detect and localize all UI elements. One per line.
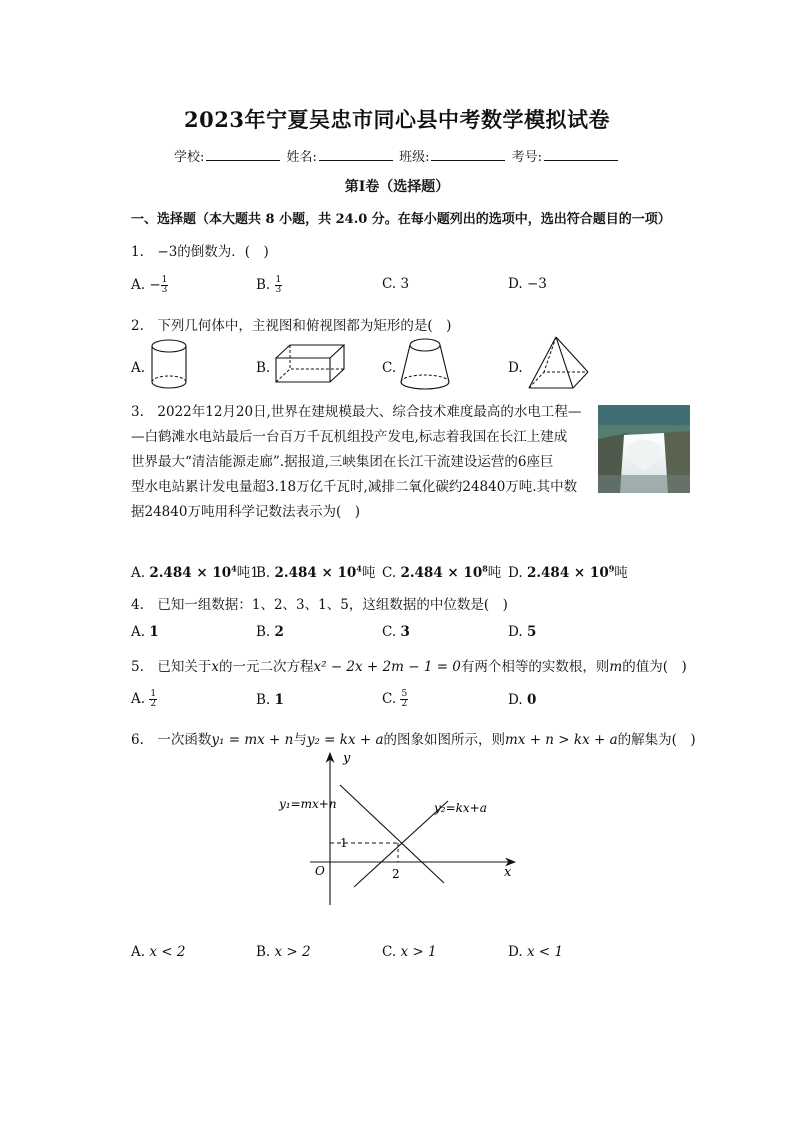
stem-equation: x² − 2x + 2m − 1 = 0: [313, 659, 461, 675]
option-unit: 吨: [487, 565, 502, 581]
option-text: x > 2: [274, 944, 311, 960]
function-graph: [270, 745, 530, 915]
question-2-stem: 2. 下列几何体中，主视图和俯视图都为矩形的是( ): [131, 318, 452, 334]
option-letter: C.: [382, 565, 397, 581]
fraction: [161, 276, 169, 295]
numerator: 1: [150, 689, 157, 699]
cuboid-icon: [272, 342, 348, 386]
option-letter: B.: [256, 692, 271, 708]
stem-variable: m: [609, 659, 623, 675]
question-1-stem: 1. −3的倒数为．( ): [131, 244, 269, 260]
q4-option-b: [256, 624, 284, 640]
option-letter: D.: [508, 944, 523, 960]
fraction: [149, 690, 157, 709]
dam-photo: [598, 405, 690, 493]
option-text: 0: [526, 692, 537, 708]
origin-label: O: [315, 864, 325, 878]
x-axis-label: x: [504, 865, 512, 880]
option-letter: A.: [131, 565, 146, 581]
option-letter: A.: [131, 277, 146, 293]
option-letter: C.: [382, 691, 397, 707]
q1-option-d: [508, 276, 547, 292]
q3-option-d: [508, 561, 628, 581]
option-letter: D.: [508, 276, 523, 292]
class-blank: [431, 148, 505, 161]
option-exponent: 8: [482, 563, 488, 574]
option-text: 1: [149, 624, 159, 640]
option-base: 2.484 × 10: [526, 565, 609, 581]
q2-option-c-letter: C.: [382, 360, 397, 376]
numerator: 1: [161, 275, 168, 285]
name-label: 姓名:: [286, 150, 317, 165]
student-info-line: [174, 146, 620, 165]
q1-option-a: [131, 276, 168, 295]
option-letter: C.: [382, 944, 397, 960]
stem-text: 有两个相等的实数根，则: [460, 659, 610, 675]
q6-option-d: [508, 944, 563, 960]
name-blank: [319, 148, 393, 161]
y-tick-1: 1: [340, 836, 348, 850]
option-letter: A.: [131, 624, 146, 640]
option-text: 5: [526, 624, 537, 640]
q2-option-a-letter: A.: [131, 360, 146, 376]
q5-option-d: [508, 692, 536, 708]
q1-option-c: [382, 276, 409, 292]
section-title: 第Ⅰ卷（选择题）: [344, 179, 450, 195]
option-letter: B.: [256, 944, 271, 960]
stem-variable: x: [211, 659, 220, 675]
y-axis-label: y: [343, 751, 351, 766]
option-text: −3: [526, 276, 547, 292]
line-y1-label: y₁=mx+n: [279, 797, 337, 811]
stem-line: 世界最大“清洁能源走廊”.据报道,三峡集团在长江干流建设运营的6座巨: [131, 454, 554, 470]
school-label: 学校:: [174, 150, 205, 165]
option-base: 2.484 × 10: [274, 565, 357, 581]
part-heading: 一、选择题（本大题共 8 小题，共 24.0 分。在每小题列出的选项中，选出符合题目的一项）: [131, 212, 671, 227]
option-letter: B.: [256, 624, 271, 640]
q3-option-a: [131, 561, 259, 581]
option-text: 1: [274, 692, 284, 708]
q5-option-c: [382, 690, 408, 709]
option-text: x < 2: [149, 944, 186, 960]
option-letter: C.: [382, 276, 397, 292]
question-5-stem: [131, 655, 687, 675]
exam-no-label: 考号:: [511, 150, 542, 165]
numerator: 5: [401, 689, 408, 699]
q4-option-d: [508, 624, 536, 640]
option-text: 3: [400, 624, 410, 640]
q6-option-a: [131, 944, 185, 960]
q4-option-c: [382, 624, 410, 640]
fraction: [275, 276, 283, 295]
q1-option-b: [256, 276, 282, 295]
q2-option-b-letter: B.: [256, 360, 271, 376]
option-letter: D.: [508, 565, 523, 581]
q3-option-c: [382, 561, 501, 581]
option-letter: D.: [508, 624, 523, 640]
frustum-icon: [398, 336, 452, 392]
q5-option-a: [131, 690, 157, 709]
q4-option-a: [131, 624, 159, 640]
stem-equation: y₂ = kx + a: [306, 732, 384, 748]
denominator: 2: [401, 699, 408, 709]
option-base: 2.484 × 10: [149, 565, 232, 581]
stem-text: 6. 一次函数: [131, 732, 212, 748]
class-label: 班级:: [399, 150, 430, 165]
stem-text: 的一元二次方程: [219, 659, 314, 675]
option-unit: 吨1: [236, 565, 259, 581]
numerator: 1: [275, 275, 282, 285]
option-exponent: 9: [608, 563, 615, 574]
stem-equation: y₁ = mx + n: [211, 732, 294, 748]
pyramid-icon: [526, 334, 590, 392]
stem-line: 3. 2022年12月20日,世界在建规模最大、综合技术难度最高的水电工程—: [131, 404, 582, 420]
option-text: x < 1: [526, 944, 564, 960]
option-letter: C.: [382, 624, 397, 640]
q6-option-b: [256, 944, 311, 960]
option-letter: A.: [131, 691, 146, 707]
stem-line: —白鹤滩水电站最后一台百万千瓦机组投产发电,标志着我国在长江上建成: [131, 429, 568, 445]
exam-no-blank: [544, 148, 618, 161]
stem-text: 与: [293, 732, 307, 748]
line-y2-label: y₂=kx+a: [434, 801, 487, 815]
option-base: 2.484 × 10: [400, 565, 483, 581]
stem-text: 的值为( ): [622, 659, 687, 675]
stem-text: 的解集为( ): [617, 732, 696, 748]
cylinder-icon: [148, 338, 190, 392]
option-letter: D.: [508, 692, 523, 708]
stem-line: 型水电站累计发电量超3.18万亿千瓦时,减排二氧化碳约24840万吨.其中数: [131, 479, 578, 495]
option-exponent: 4: [231, 563, 237, 574]
fraction: [400, 690, 408, 709]
stem-text: 的图象如图所示，则: [383, 732, 505, 748]
x-tick-2: 2: [392, 867, 400, 881]
option-letter: B.: [256, 565, 271, 581]
stem-line: 据24840万吨用科学记数法表示为( ): [131, 504, 360, 520]
denominator: 3: [275, 285, 282, 295]
denominator: 2: [150, 699, 157, 709]
stem-inequality: mx + n > kx + a: [505, 732, 618, 748]
stem-text: 5. 已知关于: [131, 659, 212, 675]
option-unit: 吨: [614, 565, 628, 581]
option-unit: 吨: [361, 565, 376, 581]
page-title: 2023年宁夏吴忠市同心县中考数学模拟试卷: [184, 107, 610, 132]
option-sign: −: [149, 277, 161, 293]
q2-option-d-letter: D.: [508, 360, 523, 376]
option-text: x > 1: [400, 944, 437, 960]
q3-option-b: [256, 561, 375, 581]
option-letter: B.: [256, 277, 271, 293]
option-text: 2: [274, 624, 284, 640]
q6-option-c: [382, 944, 437, 960]
option-text: 3: [400, 276, 410, 292]
question-3-stem: [131, 400, 591, 525]
question-4-stem: 4. 已知一组数据：1、2、3、1、5，这组数据的中位数是( ): [131, 597, 508, 613]
option-letter: A.: [131, 944, 146, 960]
q5-option-b: [256, 692, 284, 708]
school-blank: [206, 148, 280, 161]
option-exponent: 4: [356, 563, 362, 574]
denominator: 3: [161, 285, 168, 295]
